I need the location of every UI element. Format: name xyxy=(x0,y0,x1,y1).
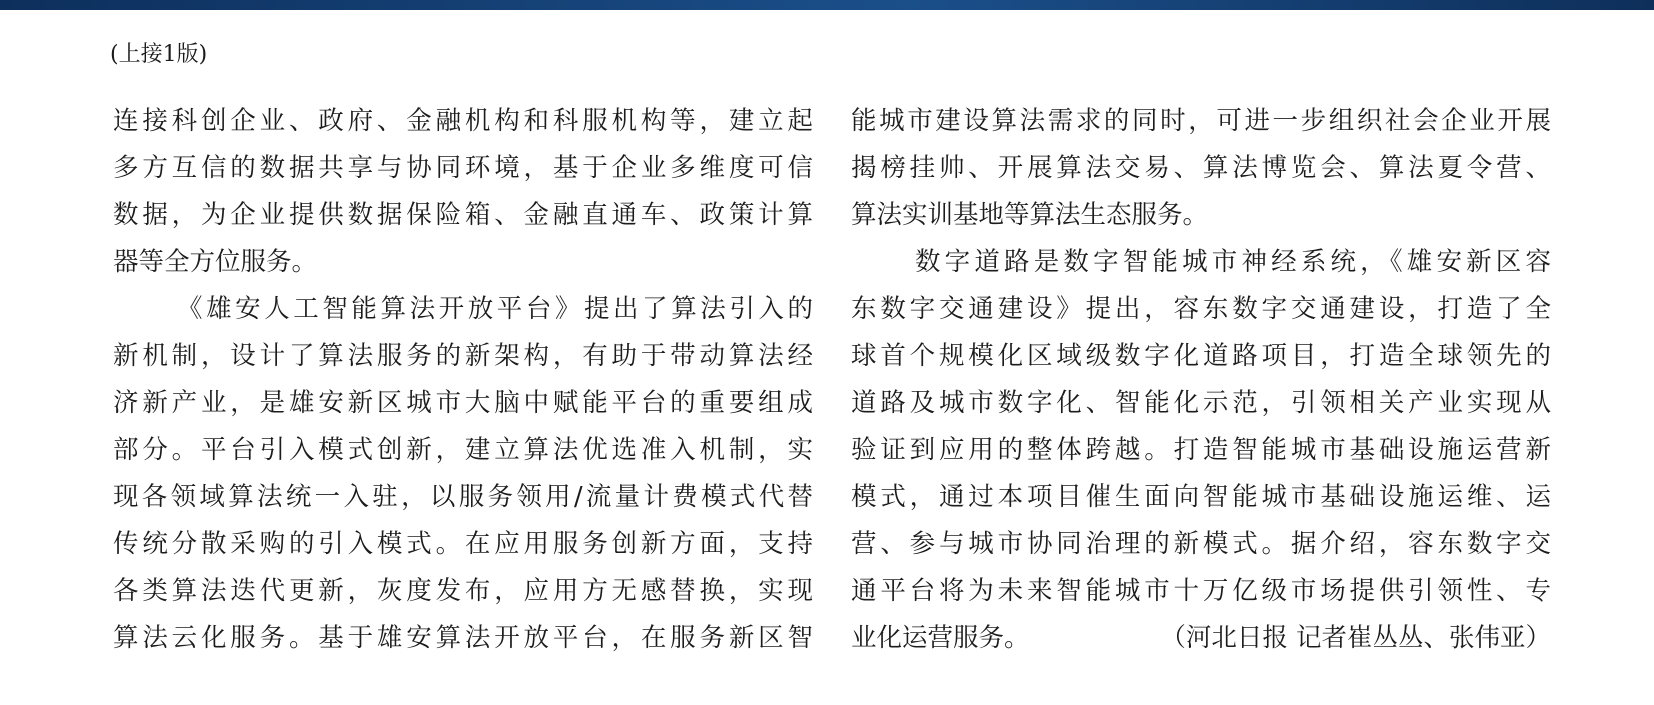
continuation-note: (上接1版) xyxy=(110,42,208,67)
text-line: 连接科创企业、政府、金融机构和科服机构等，建立起 xyxy=(113,106,813,136)
text-line: 模式，通过本项目催生面向智能城市基础设施运维、运 xyxy=(851,482,1551,512)
text-line: 济新产业，是雄安新区城市大脑中赋能平台的重要组成 xyxy=(113,388,813,418)
text-line: 《雄安人工智能算法开放平台》提出了算法引入的 xyxy=(177,294,813,324)
text-line: 各类算法迭代更新，灰度发布，应用方无感替换，实现 xyxy=(113,576,813,606)
text-line: 多方互信的数据共享与协同环境，基于企业多维度可信 xyxy=(113,153,813,183)
text-line: 道路及城市数字化、智能化示范，引领相关产业实现从 xyxy=(851,388,1551,418)
text-line: 算法云化服务。基于雄安算法开放平台，在服务新区智 xyxy=(113,623,813,653)
text-line: 东数字交通建设》提出，容东数字交通建设，打造了全 xyxy=(851,294,1551,324)
text-line: 部分。平台引入模式创新，建立算法优选准入机制，实 xyxy=(113,435,813,465)
final-line-with-byline xyxy=(851,615,1551,662)
text-line: 球首个规模化区域级数字化道路项目，打造全球领先的 xyxy=(851,341,1551,371)
text-line: 器等全方位服务。 xyxy=(113,247,318,277)
text-line: 数字道路是数字智能城市神经系统，《雄安新区容 xyxy=(915,247,1551,277)
top-banner-bar xyxy=(0,0,1654,10)
text-line: 营、参与城市协同治理的新模式。据介绍，容东数字交 xyxy=(851,529,1551,559)
text-line: 通平台将为未来智能城市十万亿级市场提供引领性、专 xyxy=(851,576,1551,606)
text-line: 揭榜挂帅、开展算法交易、算法博览会、算法夏令营、 xyxy=(851,153,1551,183)
text-line: 现各领域算法统一入驻，以服务领用/流量计费模式代替 xyxy=(113,482,813,512)
text-line: 数据，为企业提供数据保险箱、金融直通车、政策计算 xyxy=(113,200,813,230)
text-line: 验证到应用的整体跨越。打造智能城市基础设施运营新 xyxy=(851,435,1551,465)
text-line: 新机制，设计了算法服务的新架构，有助于带动算法经 xyxy=(113,341,813,371)
text-line: 能城市建设算法需求的同时，可进一步组织社会企业开展 xyxy=(851,106,1551,136)
article-column-left xyxy=(113,98,813,662)
byline: （河北日报 记者崔丛丛、张伟亚） xyxy=(1160,623,1551,653)
text-line: 业化运营服务。 xyxy=(851,623,1030,653)
text-line: 算法实训基地等算法生态服务。 xyxy=(851,200,1209,230)
text-line: 传统分散采购的引入模式。在应用服务创新方面，支持 xyxy=(113,529,813,559)
article-column-right xyxy=(851,98,1551,662)
